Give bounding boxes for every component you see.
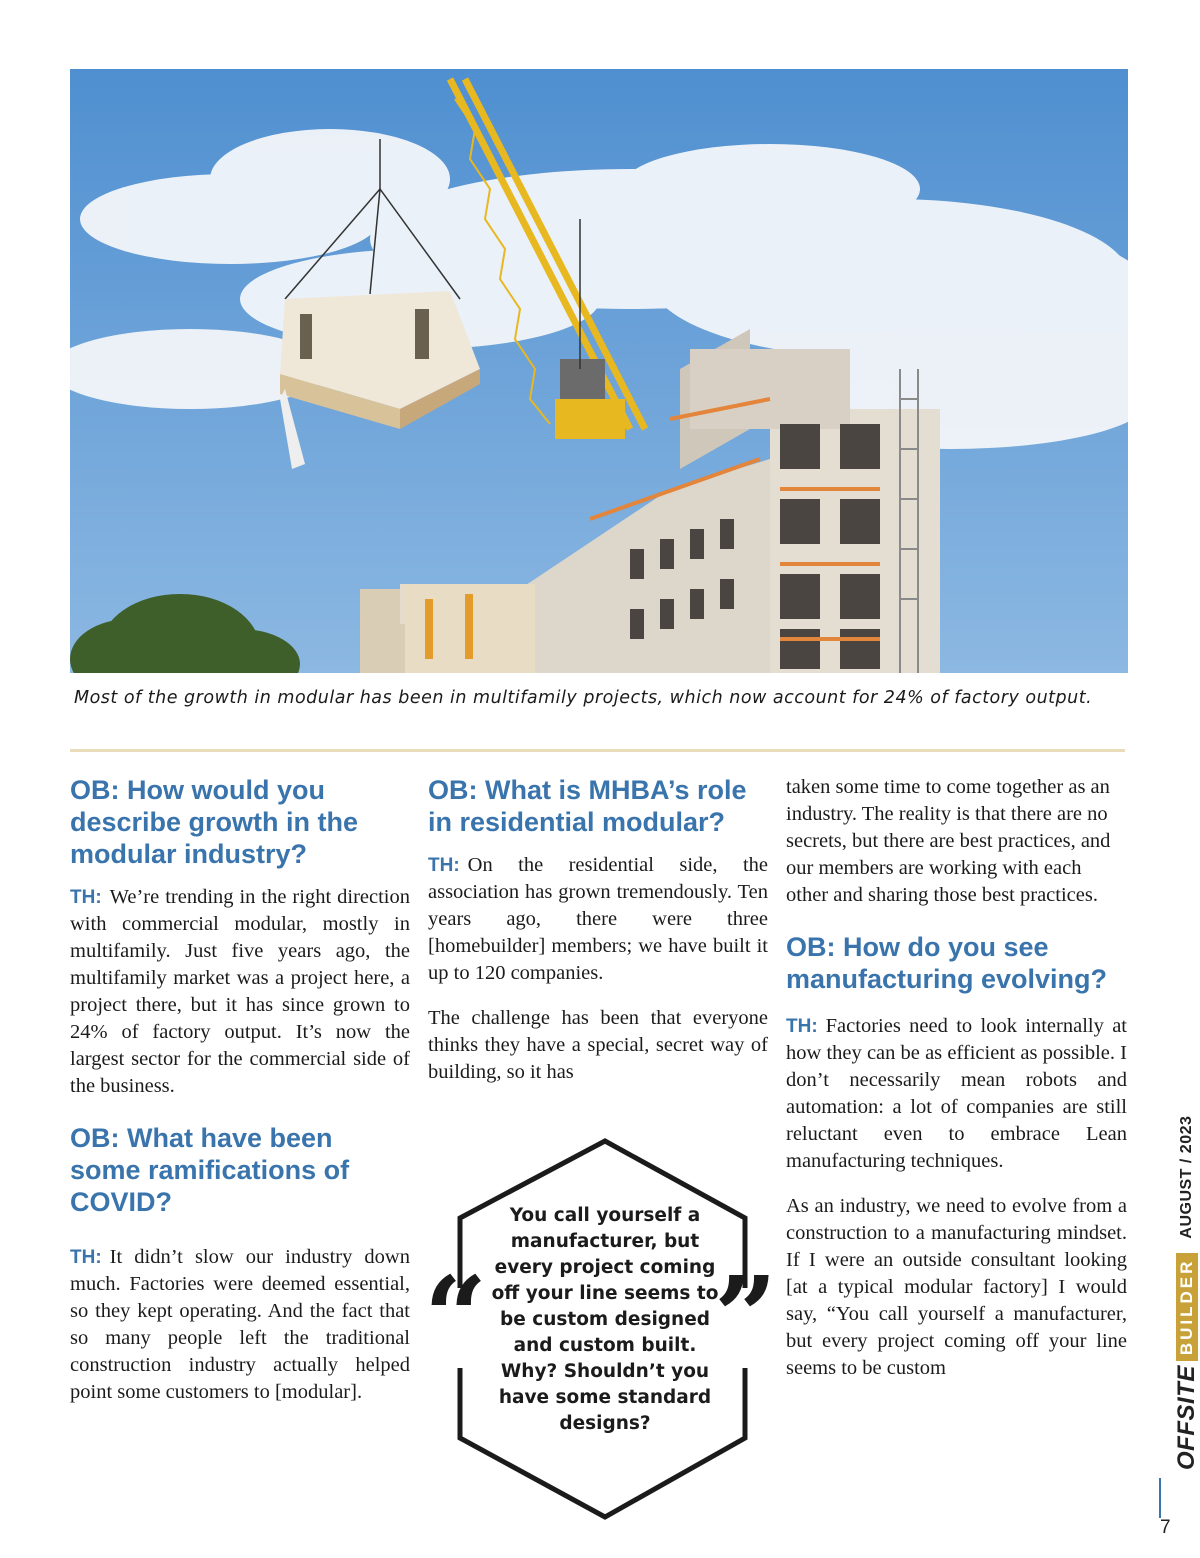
question-mhba-role: OB: What is MHBA’s role in residential modular? (428, 775, 747, 837)
photo-caption: Most of the growth in modular has been in multifamily projects, which now account for 24% of factory output. (74, 688, 1093, 708)
answer-label: TH: (70, 887, 102, 908)
answer-label: TH: (428, 855, 460, 876)
brand-offsite: OFFSITE (1173, 1365, 1200, 1470)
answer-evolving (786, 1013, 1127, 1175)
magazine-brand (1173, 1116, 1200, 1470)
question-growth: OB: How would you describe growth in the modular industry? (70, 775, 359, 869)
answer-mhba-role (428, 852, 768, 987)
brand-builder: BUILDER (1176, 1253, 1198, 1362)
question-evolving: OB: How do you see manufacturing evolving? (786, 932, 1108, 994)
column-1 (70, 774, 410, 1406)
answer-label: TH: (786, 1016, 818, 1037)
open-quote-icon: “ (424, 1252, 488, 1381)
paragraph-best-practices: taken some time to come together as an industry. The reality is that there are no secrets, but there are best practices, and our members are working with each other and sharing those best practices. (786, 776, 1111, 906)
column-3 (786, 774, 1127, 1382)
answer-covid (70, 1244, 410, 1406)
answer-text: It didn’t slow our industry down much. Factories were deemed essential, so they kept operating. And the fact that so many people left the traditional construction industry actually helped point some customers to [modular]. (70, 1246, 410, 1403)
issue-date: AUGUST / 2023 (1178, 1115, 1195, 1239)
answer-text: Factories need to look internally at how they can be as efficient as possible. I don’t necessarily mean robots and automation: a lot of companies are still reluctant even to embrace Lean manufacturing techniques. (786, 1015, 1127, 1172)
page-number-rule (1159, 1478, 1161, 1518)
answer-growth (70, 884, 410, 1100)
question-covid: OB: What have been some ramifications of COVID? (70, 1123, 350, 1217)
answer-text: On the residential side, the association has grown tremendously. Ten years ago, there were three [homebuilder] members; we have built it up to 120 companies. (428, 854, 768, 984)
answer-text: We’re trending in the right direction with commercial modular, mostly in multifamily. Just five years ago, the multifamily market was a project here, a project there, but it has since grown to 24% of factory output. It’s now the largest sector for the commercial side of the business. (70, 886, 410, 1097)
paragraph-mindset: As an industry, we need to evolve from a construction to a manufacturing mindset. If I were an outside consultant looking [at a typical modular factory] I would say, “You call yourself a manufacturer, but every project coming off your line seems to be custom (786, 1195, 1127, 1379)
answer-label: TH: (70, 1247, 102, 1268)
pull-quote-text: You call yourself a manufacturer, but every project coming off your line seems to be custom designed and custom built. Why? Shouldn’t you have some standard designs? (491, 1205, 719, 1434)
section-divider (70, 749, 1125, 752)
column-2 (428, 774, 768, 1086)
page-number: 7 (1160, 1517, 1171, 1538)
hero-photo (70, 69, 1128, 673)
paragraph-challenge: The challenge has been that everyone thinks they have a special, secret way of building, so it has (428, 1007, 768, 1083)
close-quote-icon: ” (714, 1252, 778, 1381)
